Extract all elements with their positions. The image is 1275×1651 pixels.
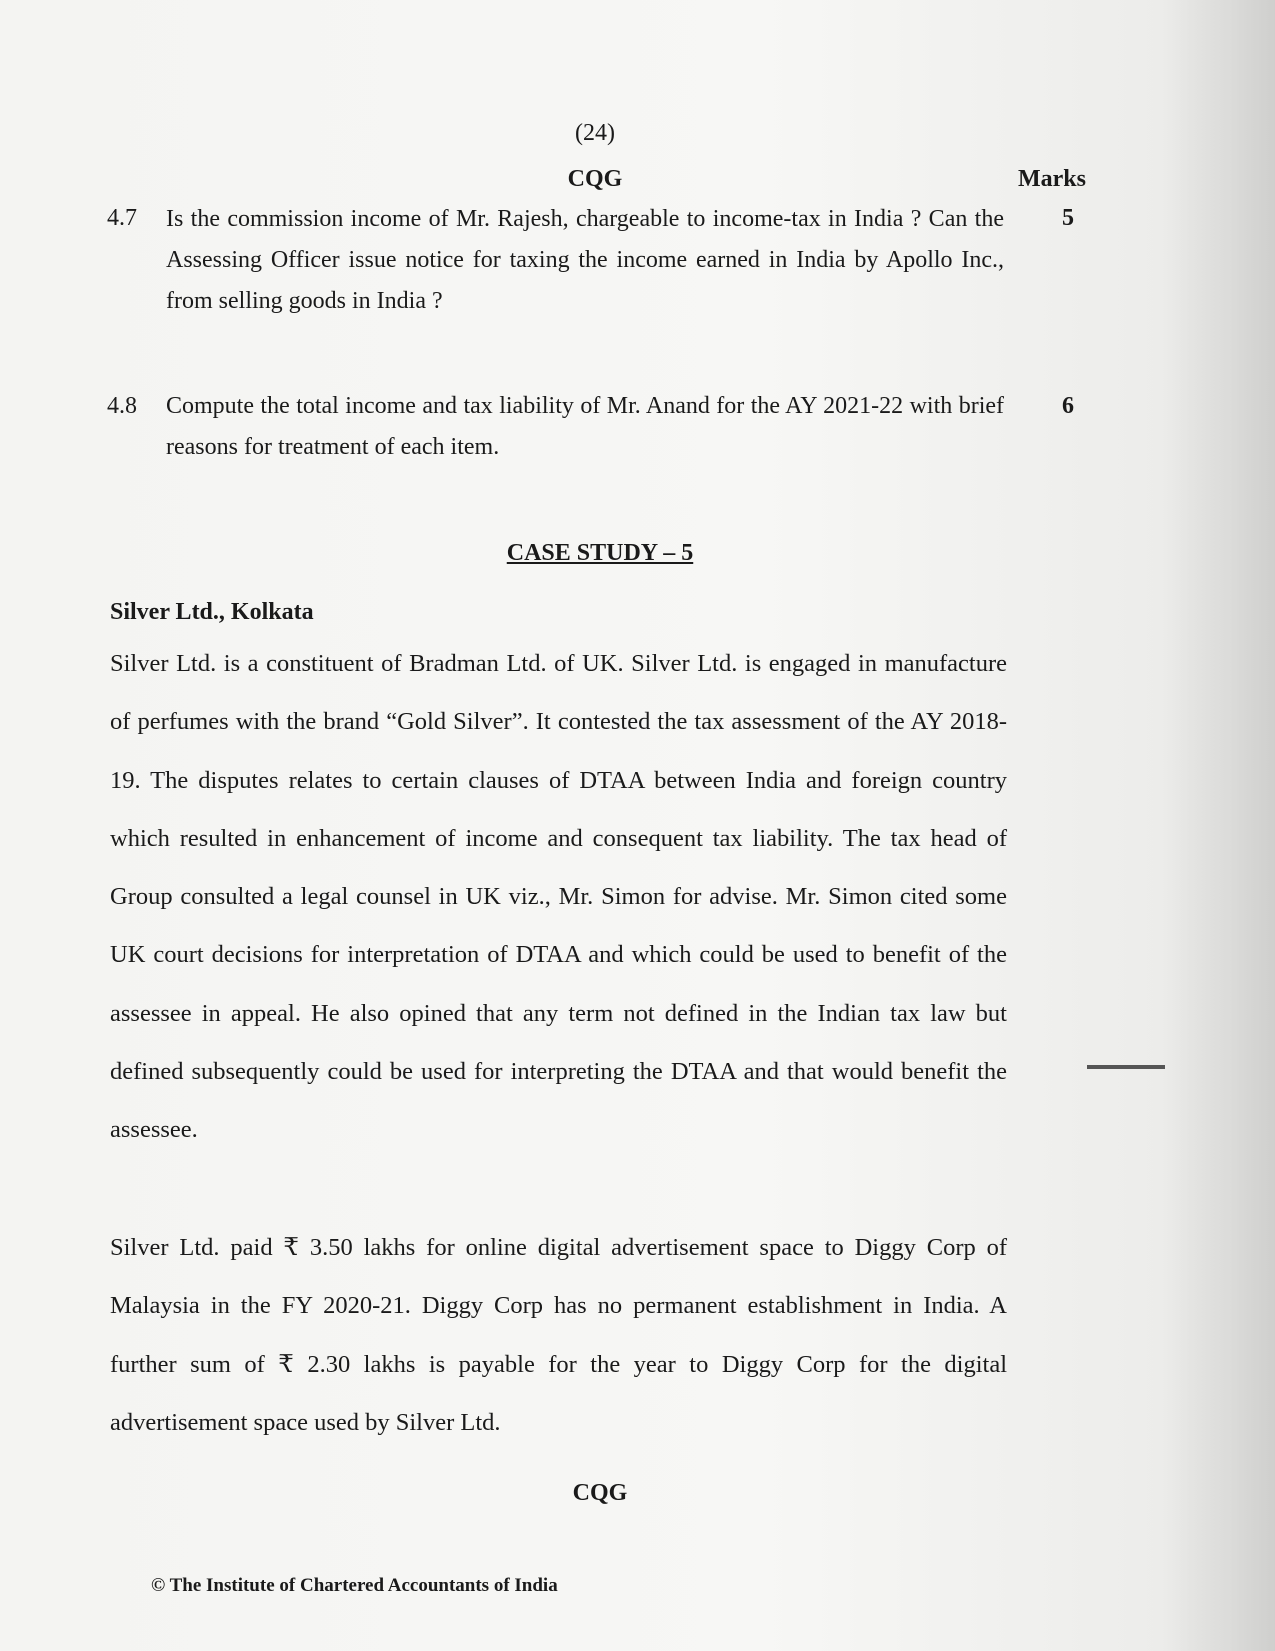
question-text-4-8: Compute the total income and tax liability of Mr. Anand for the AY 2021-22 with brief reasons for treatment of each item. [166, 393, 1004, 460]
case-paragraph-1: Silver Ltd. is a constituent of Bradman Ltd. of UK. Silver Ltd. is engaged in manufacture of perfumes with the brand “Gold Silver”. It contested the tax assessment of the AY 2018-19. The disputes relates to certain clauses of DTAA between India and foreign country which resulted in enhancement of income and consequent tax liability. The tax head of Group consulted a legal counsel in UK viz., Mr. Simon for advise. Mr. Simon cited some UK court decisions for interpretation of DTAA and which could be used to benefit of the assessee in appeal. He also opined that any term not defined in the Indian tax law but defined subsequently could be used for interpreting the DTAA and that would benefit the assessee. [110, 650, 1007, 1144]
question-number-4-8: 4.8 [107, 393, 137, 419]
question-text-4-7: Is the commission income of Mr. Rajesh, chargeable to income-tax in India ? Can the Assessing Officer issue notice for taxing the income earned in India by Apollo Inc., from selling goods in India ? [166, 206, 1004, 314]
question-number-4-7: 4.7 [107, 205, 137, 231]
page-edge-mark [1087, 1065, 1165, 1069]
question-marks-4-8: 6 [1062, 393, 1074, 419]
footer-code: CQG [572, 1480, 628, 1506]
header-code: CQG [567, 166, 623, 192]
case-paragraph-2: Silver Ltd. paid ₹ 3.50 lakhs for online digital advertisement space to Diggy Corp of Malaysia in the FY 2020-21. Diggy Corp has no permanent establishment in India. A further sum of ₹ 2.30 lakhs is payable for the year to Diggy Corp for the digital advertisement space used by Silver Ltd. [110, 1234, 1007, 1436]
marks-column-header: Marks [1018, 166, 1086, 192]
copyright-notice: © The Institute of Chartered Accountants of India [151, 1575, 558, 1596]
case-study-title: CASE STUDY – 5 [506, 540, 694, 566]
page-number: (24) [575, 120, 615, 146]
company-heading: Silver Ltd., Kolkata [110, 599, 314, 625]
page-edge-shadow [1160, 0, 1275, 1651]
question-marks-4-7: 5 [1062, 205, 1074, 231]
